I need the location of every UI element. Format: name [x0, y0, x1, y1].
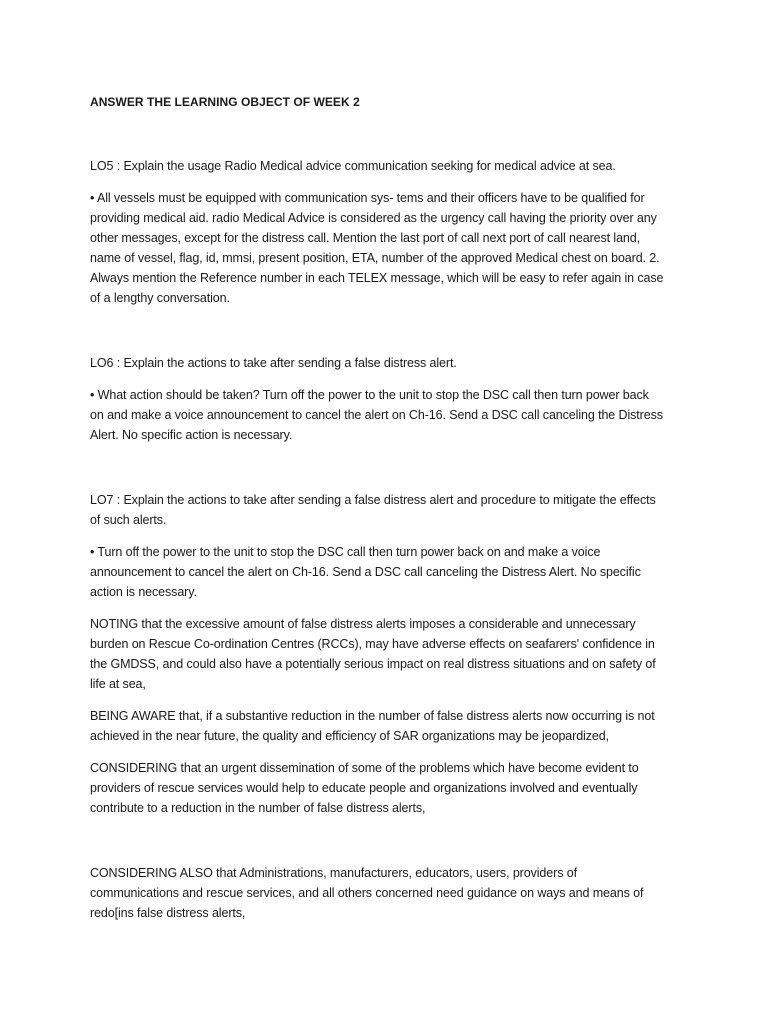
text-line: CONSIDERING that an urgent dissemination of some of the problems which have become evident to: [90, 761, 639, 775]
document-body: [90, 93, 690, 923]
text-line: • Turn off the power to the unit to stop the DSC call then turn power back on and make a voice: [90, 545, 601, 559]
text-line: communications and rescue services, and all others concerned need guidance on ways and means of: [90, 886, 644, 900]
text-line: on and make a voice announcement to cancel the alert on Ch-16. Send a DSC call canceling the Distress: [90, 408, 663, 422]
text-line: Always mention the Reference number in each TELEX message, which will be easy to refer again in case: [90, 271, 664, 285]
text-line: of a lengthy conversation.: [90, 291, 230, 305]
considering-also-paragraph: [90, 863, 690, 923]
considering-paragraph: [90, 758, 690, 818]
text-line: • What action should be taken? Turn off the power to the unit to stop the DSC call then turn power back: [90, 388, 649, 402]
text-line: of such alerts.: [90, 513, 167, 527]
text-line: LO7 : Explain the actions to take after sending a false distress alert and procedure to mitigate the effects: [90, 493, 656, 507]
text-line: action is necessary.: [90, 585, 197, 599]
text-line: life at sea,: [90, 677, 146, 691]
text-line: achieved in the near future, the quality and efficiency of SAR organizations may be jeopardized,: [90, 729, 609, 743]
text-line: CONSIDERING ALSO that Administrations, manufacturers, educators, users, providers of: [90, 866, 577, 880]
text-line: providers of rescue services would help to educate people and organizations involved and eventually: [90, 781, 638, 795]
lo5-answer: [90, 188, 690, 308]
text-line: NOTING that the excessive amount of false distress alerts imposes a considerable and unnecessary: [90, 617, 636, 631]
text-line: providing medical aid. radio Medical Advice is considered as the urgency call having the priority over any: [90, 211, 657, 225]
text-line: burden on Rescue Co-ordination Centres (RCCs), may have adverse effects on seafarers' confidence in: [90, 637, 655, 651]
lo7-answer: [90, 542, 690, 602]
lo7-question: [90, 490, 690, 530]
lo6-question: LO6 : Explain the actions to take after sending a false distress alert.: [90, 356, 457, 370]
lo5-question: LO5 : Explain the usage Radio Medical advice communication seeking for medical advice at sea.: [90, 159, 616, 173]
text-line: name of vessel, flag, id, mmsi, present position, ETA, number of the approved Medical chest on board. 2.: [90, 251, 660, 265]
text-line: announcement to cancel the alert on Ch-16. Send a DSC call canceling the Distress Alert. No specific: [90, 565, 641, 579]
text-line: Alert. No specific action is necessary.: [90, 428, 293, 442]
text-line: contribute to a reduction in the number of false distress alerts,: [90, 801, 426, 815]
being-aware-paragraph: [90, 706, 690, 746]
lo6-answer: [90, 385, 690, 445]
document-title: ANSWER THE LEARNING OBJECT OF WEEK 2: [90, 95, 360, 109]
text-line: BEING AWARE that, if a substantive reduction in the number of false distress alerts now occurring is not: [90, 709, 655, 723]
noting-paragraph: [90, 614, 690, 694]
text-line: redo[ins false distress alerts,: [90, 906, 246, 920]
text-line: • All vessels must be equipped with communication sys- tems and their officers have to be qualified for: [90, 191, 645, 205]
text-line: other messages, except for the distress call. Mention the last port of call next port of call nearest land,: [90, 231, 641, 245]
text-line: the GMDSS, and could also have a potentially serious impact on real distress situations and on safety of: [90, 657, 656, 671]
